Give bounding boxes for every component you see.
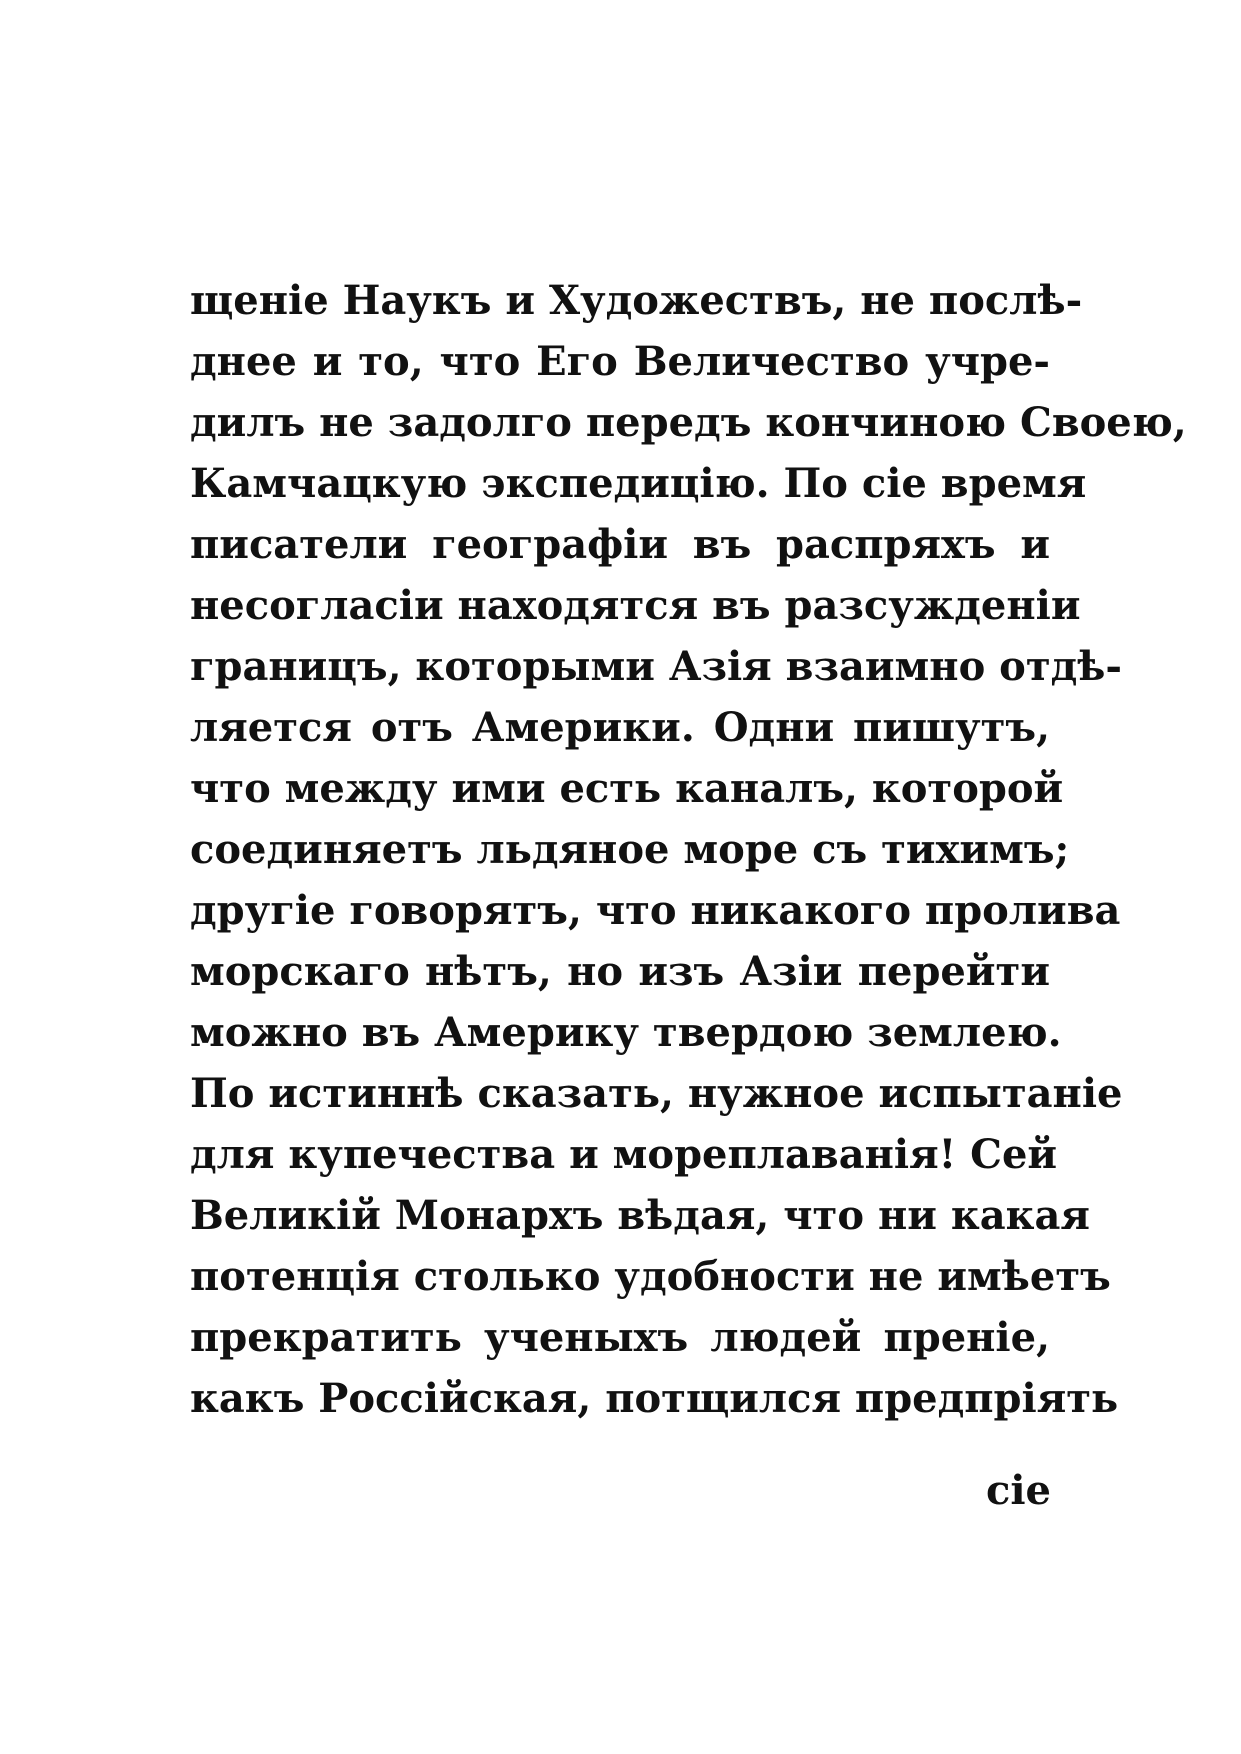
text-line: ляется отъ Америки. Одни пишутъ, [190,704,1050,751]
text-line: прекратить ученыхъ людей преніе, [190,1314,1050,1361]
text-line: Камчацкую экспедицію. По сіе время [190,460,1087,507]
text-line: можно въ Америку твердою землею. [190,1009,1062,1056]
text-line: что между ими есть каналъ, которой [190,765,1064,812]
text-line: писатели географіи въ распряхъ и [190,521,1050,568]
text-line: границъ, которыми Азія взаимно отдѣ- [190,643,1123,690]
text-line: какъ Россійская, потщился предпріять [190,1375,1119,1422]
text-line: несогласіи находятся въ разсужденіи [190,582,1081,629]
text-line: морскаго нѣтъ, но изъ Азіи перейти [190,948,1050,995]
text-line: другіе говорятъ, что никакого пролива [190,887,1121,934]
text-line: потенція столько удобности не имѣетъ [190,1253,1111,1300]
text-line: днее и то, что Его Величество учре- [190,338,1050,385]
text-line: По истиннѣ сказать, нужное испытаніе [190,1070,1123,1117]
catchword: сіе [986,1467,1051,1514]
text-line: щеніе Наукъ и Художествъ, не послѣ- [190,277,1083,324]
text-line: дилъ не задолго передъ кончиною Своею, [190,399,1187,446]
body-text [190,270,1187,1429]
text-line: для купечества и мореплаванія! Сей [190,1131,1058,1178]
text-line: соединяетъ льдяное море съ тихимъ; [190,826,1070,873]
text-line: Великій Монархъ вѣдая, что ни какая [190,1192,1090,1239]
